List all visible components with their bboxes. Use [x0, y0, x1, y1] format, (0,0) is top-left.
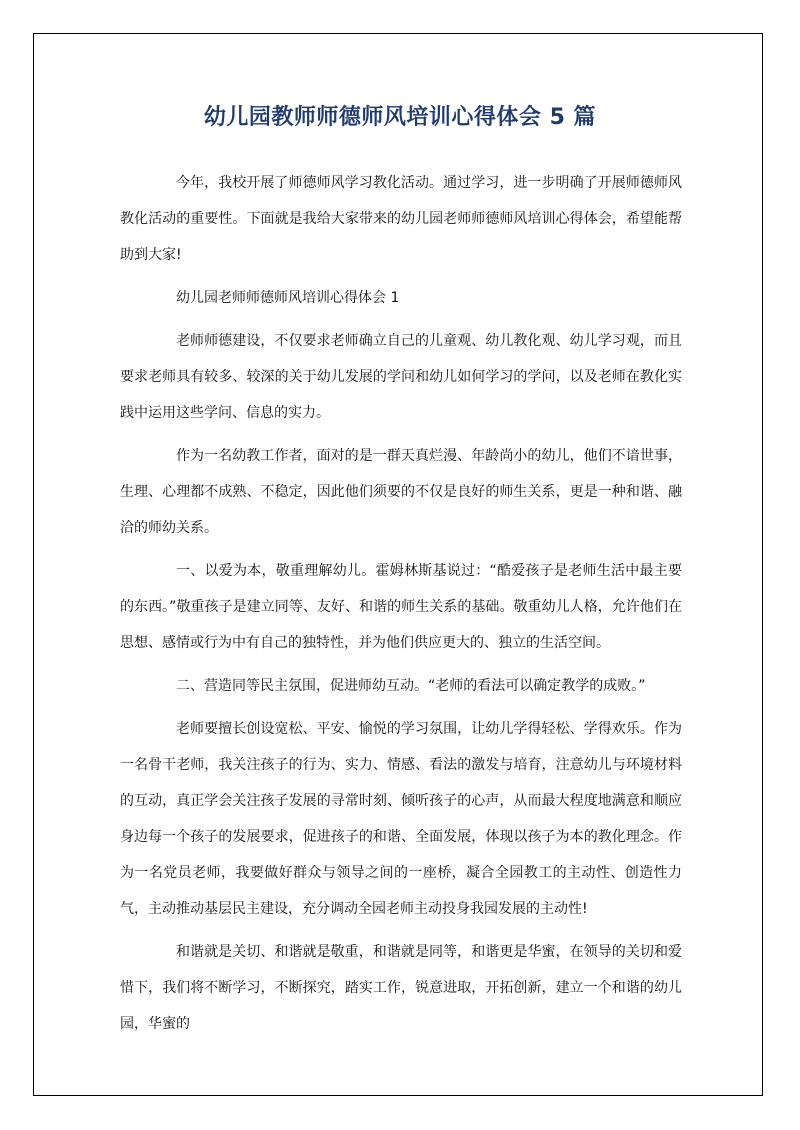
body-paragraph: 老师师德建设，不仅要求老师确立自己的儿童观、幼儿教化观、幼儿学习观，而且要求老师具有较多、较深的关于幼儿发展的学问和幼儿如何学习的学问，以及老师在教化实践中运用这些学问、信息的实力。 — [120, 333, 682, 421]
intro-paragraph: 今年，我校开展了师德师风学习教化活动。通过学习，进一步明确了开展师德师风教化活动的重要性。下面就是我给大家带来的幼儿园老师师德师风培训心得体会，希望能帮助到大家! — [120, 175, 682, 263]
document-title: 幼儿园教师师德师风培训心得体会 5 篇 — [203, 105, 597, 130]
body-paragraph: 二、营造同等民主氛围，促进师幼互动。“老师的看法可以确定教学的成败。” — [176, 678, 646, 694]
section-heading: 幼儿园老师师德师风培训心得体会 1 — [176, 290, 400, 306]
document-body — [120, 165, 682, 1049]
body-paragraph: 作为一名幼教工作者，面对的是一群天真烂漫、年龄尚小的幼儿，他们不谙世事，生理、心理都不成熟、不稳定，因此他们须要的不仅是良好的师生关系，更是一种和谐、融洽的师幼关系。 — [120, 448, 682, 536]
body-paragraph: 老师要擅长创设宽松、平安、愉悦的学习氛围，让幼儿学得轻松、学得欢乐。作为一名骨干老师，我关注孩子的行为、实力、情感、看法的激发与培育，注意幼儿与环境材料的互动，真正学会关注孩子发展的寻常时刻、倾听孩子的心声，从而最大程度地满意和顺应身边每一个孩子的发展要求，促进孩子的和谐、全面发展，体现以孩子为本的教化理念。作为一名党员老师，我要做好群众与领导之间的一座桥，凝合全园教工的主动性、创造性力气，主动推动基层民主建设，充分调动全园老师主动投身我园发展的主动性! — [120, 721, 682, 917]
body-paragraph: 一、以爱为本，敬重理解幼儿。霍姆林斯基说过：“酷爱孩子是老师生活中最主要的东西。”敬重孩子是建立同等、友好、和谐的师生关系的基础。敬重幼儿人格，允许他们在思想、感情或行为中有自己的独特性，并为他们供应更大的、独立的生活空间。 — [120, 563, 682, 651]
body-paragraph: 和谐就是关切、和谐就是敬重，和谐就是同等，和谐更是华蜜，在领导的关切和爱惜下，我们将不断学习，不断探究，踏实工作，锐意进取，开拓创新，建立一个和谐的幼儿园，华蜜的 — [120, 944, 682, 1032]
